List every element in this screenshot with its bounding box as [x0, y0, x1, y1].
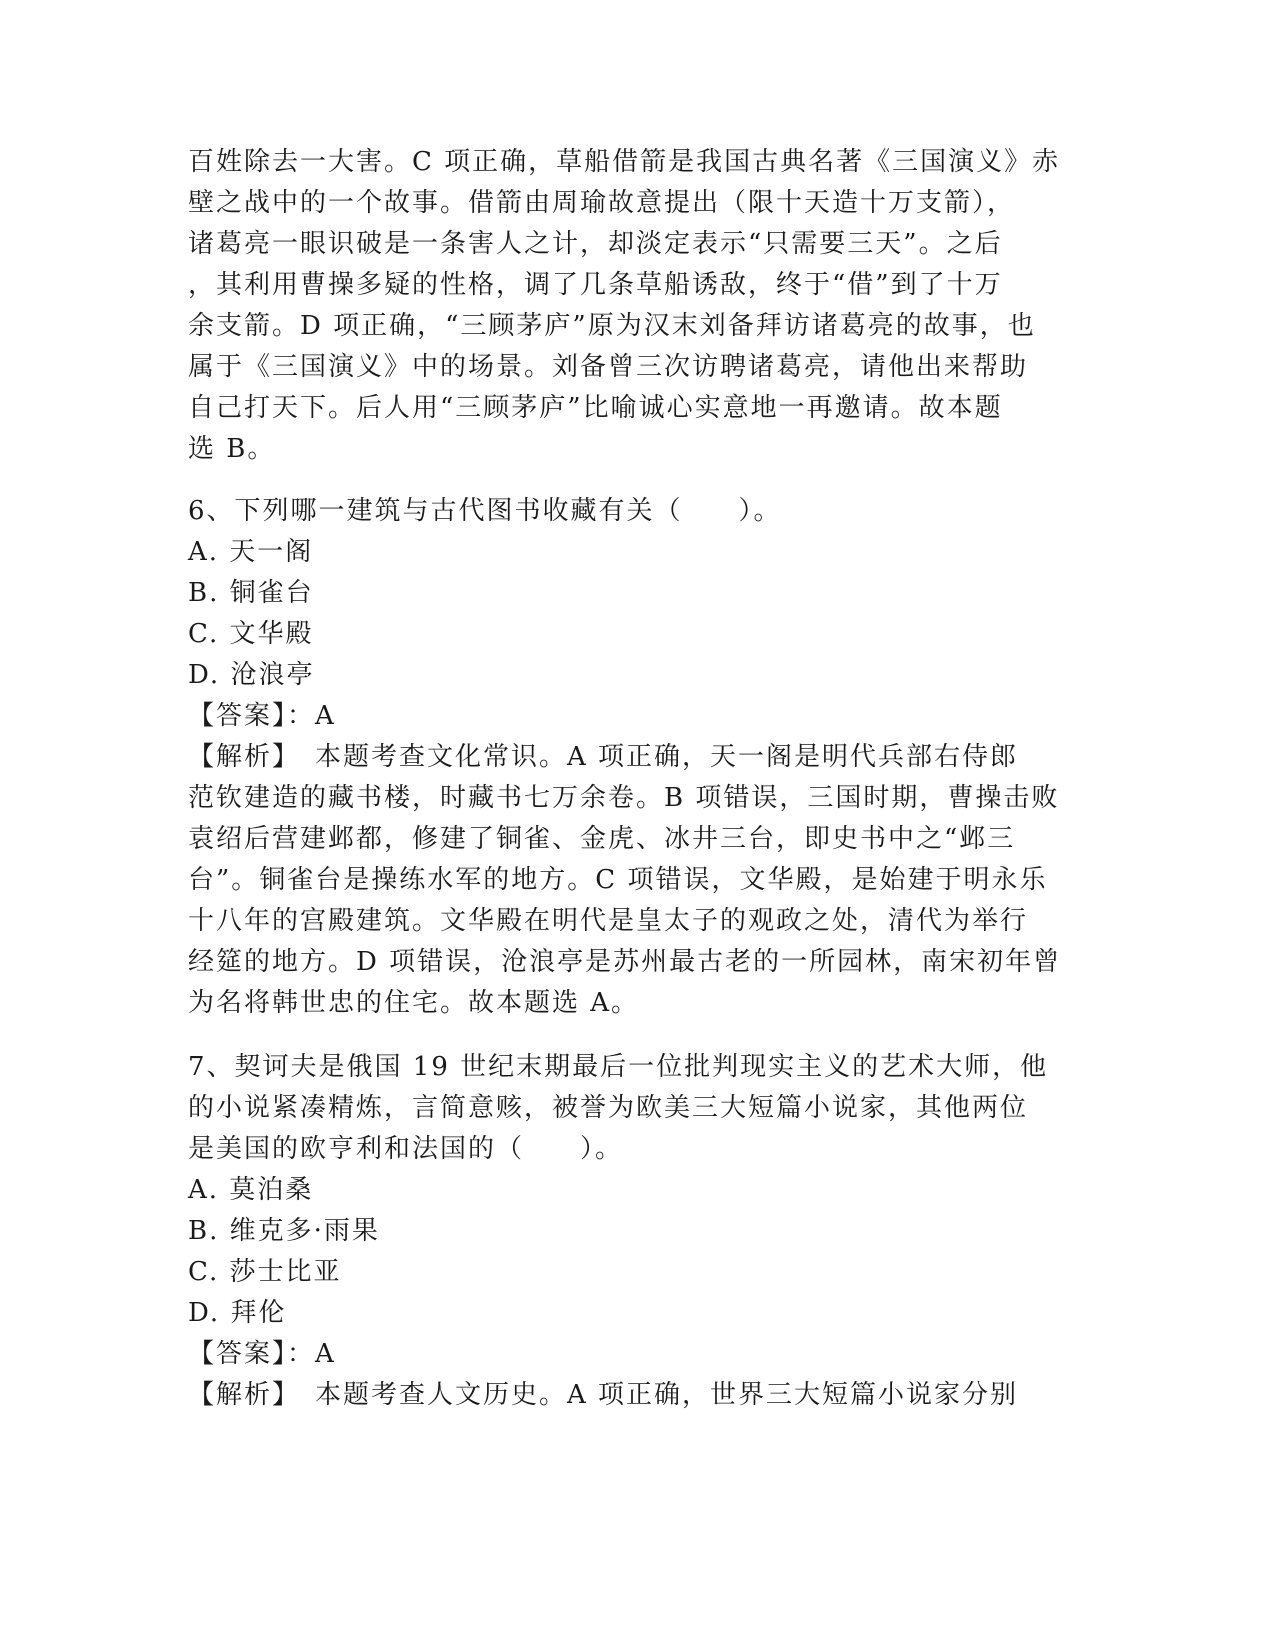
option-d: D. 拜伦	[188, 1298, 287, 1328]
text-line: 余支箭。D 项正确，“三顾茅庐”原为汉末刘备拜访诸葛亮的故事，也	[188, 311, 1036, 341]
analysis-line: 为名将韩世忠的住宅。故本题选 A。	[188, 988, 640, 1018]
option-c: C. 莎士比亚	[188, 1257, 342, 1287]
text-line: 自己打天下。后人用“三顾茅庐”比喻诚心实意地一再邀请。故本题	[188, 393, 1003, 423]
question-text: 是美国的欧亨利和法国的（ ）。	[188, 1134, 624, 1164]
text-line: 诸葛亮一眼识破是一条害人之计，却淡定表示“只需要三天”。之后	[188, 229, 1003, 259]
text-line: 壁之战中的一个故事。借箭由周瑜故意提出（限十天造十万支箭），	[188, 188, 1016, 218]
option-a: A. 天一阁	[188, 537, 314, 567]
answer: 【答案】：A	[188, 701, 336, 731]
option-b: B. 铜雀台	[188, 578, 314, 608]
document-page	[188, 0, 1088, 1650]
question-text: 的小说紧凑精炼，言简意赅，被誉为欧美三大短篇小说家，其他两位	[188, 1093, 1029, 1123]
text-line: 属于《三国演义》中的场景。刘备曾三次访聘诸葛亮，请他出来帮助	[188, 352, 1029, 382]
option-d: D. 沧浪亭	[188, 660, 315, 690]
question-text: 7、契诃夫是俄国 19 世纪末期最后一位批判现实主义的艺术大师，他	[188, 1052, 1049, 1082]
analysis-line: 经筵的地方。D 项错误，沧浪亭是苏州最古老的一所园林，南宋初年曾	[188, 947, 1062, 977]
option-a: A. 莫泊桑	[188, 1175, 314, 1205]
analysis-line: 台”。铜雀台是操练水军的地方。C 项错误，文华殿，是始建于明永乐	[188, 865, 1048, 895]
option-b: B. 维克多·雨果	[188, 1216, 380, 1246]
answer: 【答案】：A	[188, 1339, 336, 1369]
analysis-line: 【解析】 本题考查人文历史。A 项正确，世界三大短篇小说家分别	[188, 1380, 1019, 1410]
analysis-line: 【解析】 本题考查文化常识。A 项正确，天一阁是明代兵部右侍郎	[188, 742, 1019, 772]
text-line: 选 B。	[188, 434, 276, 464]
option-c: C. 文华殿	[188, 619, 314, 649]
question-text: 6、下列哪一建筑与古代图书收藏有关（ ）。	[188, 496, 782, 526]
analysis-line: 袁绍后营建邺都，修建了铜雀、金虎、冰井三台，即史书中之“邺三	[188, 824, 1016, 854]
analysis-line: 范钦建造的藏书楼，时藏书七万余卷。B 项错误，三国时期，曹操击败	[188, 783, 1060, 813]
text-line: ，其利用曹操多疑的性格，调了几条草船诱敌，终于“借”到了十万	[188, 270, 1003, 300]
analysis-line: 十八年的宫殿建筑。文华殿在明代是皇太子的观政之处，清代为举行	[188, 906, 1029, 936]
text-line: 百姓除去一大害。C 项正确，草船借箭是我国古典名著《三国演义》赤	[188, 147, 1061, 177]
